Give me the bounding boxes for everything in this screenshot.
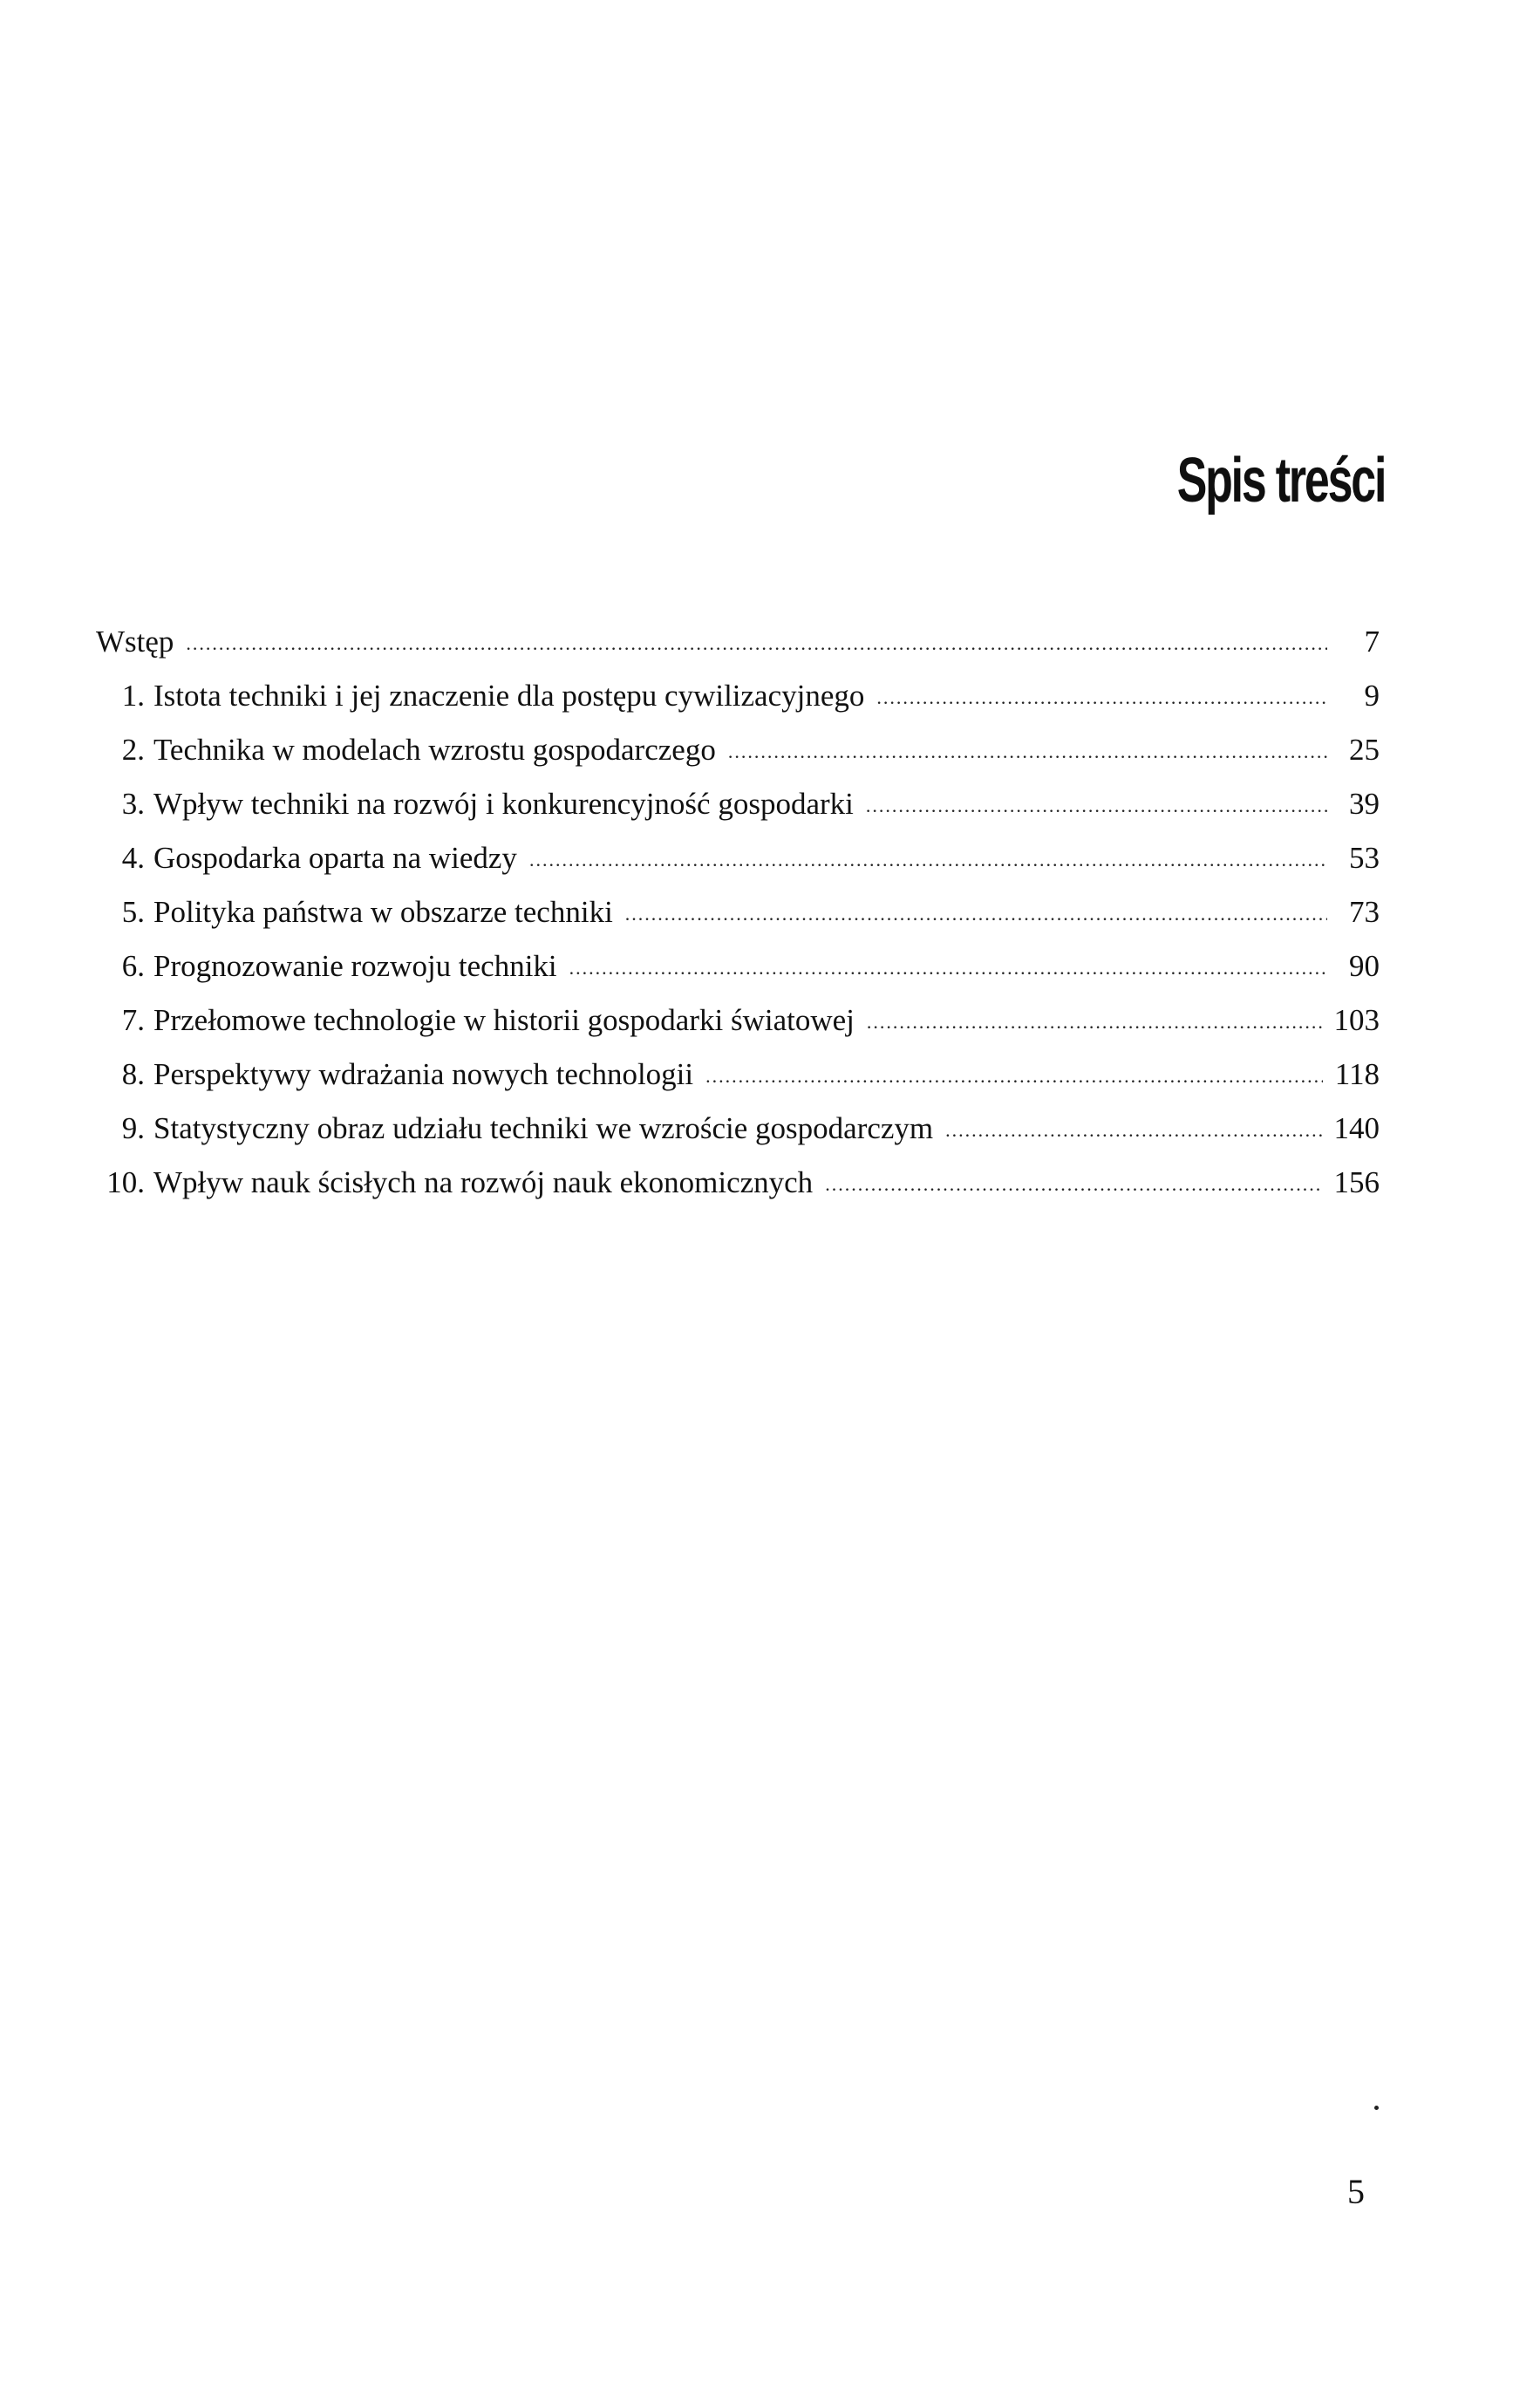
toc-leader-dots xyxy=(186,634,1327,653)
toc-entry-page: 118 xyxy=(1334,1057,1380,1091)
toc-leader-dots xyxy=(569,959,1327,978)
toc-entry-number: 4. xyxy=(121,841,145,875)
toc-entry-page: 25 xyxy=(1349,733,1380,767)
scan-speck xyxy=(1374,2106,1379,2110)
page-title: Spis treści xyxy=(1176,446,1385,516)
toc-entry-page: 53 xyxy=(1349,841,1380,875)
toc-entry-3 xyxy=(91,789,1380,843)
toc-entry-title: Istota techniki i jej znaczenie dla postępu cywilizacyjnego xyxy=(153,679,865,713)
toc-entry-7 xyxy=(91,1005,1380,1059)
toc-entry-title: Wstęp xyxy=(96,625,174,659)
toc-entry-title: Wpływ nauk ścisłych na rozwój nauk ekonomicznych xyxy=(153,1165,814,1199)
toc-entry-number: 5. xyxy=(121,895,145,929)
page-number: 5 xyxy=(1347,2172,1365,2211)
toc-entry-title: Perspektywy wdrażania nowych technologii xyxy=(153,1057,694,1091)
toc-entry-title: Statystyczny obraz udziału techniki we wzroście gospodarczym xyxy=(153,1111,934,1145)
toc-leader-dots xyxy=(945,1121,1321,1140)
toc-leader-dots xyxy=(867,1013,1322,1032)
toc-entry-1 xyxy=(91,680,1380,734)
toc-entry-title: Technika w modelach wzrostu gospodarczego xyxy=(153,733,716,767)
toc-entry-page: 90 xyxy=(1349,949,1380,983)
toc-leader-dots xyxy=(625,905,1327,924)
toc-entry-2 xyxy=(91,734,1380,789)
toc-leader-dots xyxy=(876,688,1327,707)
table-of-contents xyxy=(91,626,1380,1221)
toc-leader-dots xyxy=(728,742,1327,761)
toc-leader-dots xyxy=(866,796,1327,816)
toc-entry-title: Gospodarka oparta na wiedzy xyxy=(153,841,517,875)
toc-entry-page: 39 xyxy=(1349,787,1380,821)
toc-entry-number: 7. xyxy=(121,1003,145,1037)
toc-entry-number: 2. xyxy=(121,733,145,767)
toc-entry-title: Prognozowanie rozwoju techniki xyxy=(153,949,557,983)
toc-entry-5 xyxy=(91,897,1380,951)
toc-entry-page: 103 xyxy=(1333,1003,1380,1037)
toc-entry-page: 140 xyxy=(1333,1111,1380,1145)
toc-entry-number: 9. xyxy=(121,1111,145,1145)
toc-entry-number: 6. xyxy=(121,949,145,983)
toc-entry-intro xyxy=(91,626,1380,680)
toc-entry-page: 156 xyxy=(1333,1165,1380,1199)
toc-entry-number: 8. xyxy=(121,1057,145,1091)
toc-entry-title: Wpływ techniki na rozwój i konkurencyjność gospodarki xyxy=(153,787,854,821)
toc-entry-title: Polityka państwa w obszarze techniki xyxy=(153,895,613,929)
toc-leader-dots xyxy=(705,1067,1323,1086)
toc-entry-number: 3. xyxy=(121,787,145,821)
toc-entry-page: 73 xyxy=(1349,895,1380,929)
toc-entry-page: 7 xyxy=(1364,625,1380,659)
toc-entry-9 xyxy=(91,1113,1380,1167)
toc-entry-page: 9 xyxy=(1364,679,1380,713)
toc-entry-number: 10. xyxy=(106,1165,145,1199)
toc-entry-8 xyxy=(91,1059,1380,1113)
toc-entry-4 xyxy=(91,843,1380,897)
toc-entry-10 xyxy=(91,1167,1380,1221)
toc-leader-dots xyxy=(825,1175,1321,1194)
toc-entry-number: 1. xyxy=(121,679,145,713)
toc-entry-6 xyxy=(91,951,1380,1005)
toc-entry-title: Przełomowe technologie w historii gospodarki światowej xyxy=(153,1003,855,1037)
toc-leader-dots xyxy=(529,850,1327,870)
